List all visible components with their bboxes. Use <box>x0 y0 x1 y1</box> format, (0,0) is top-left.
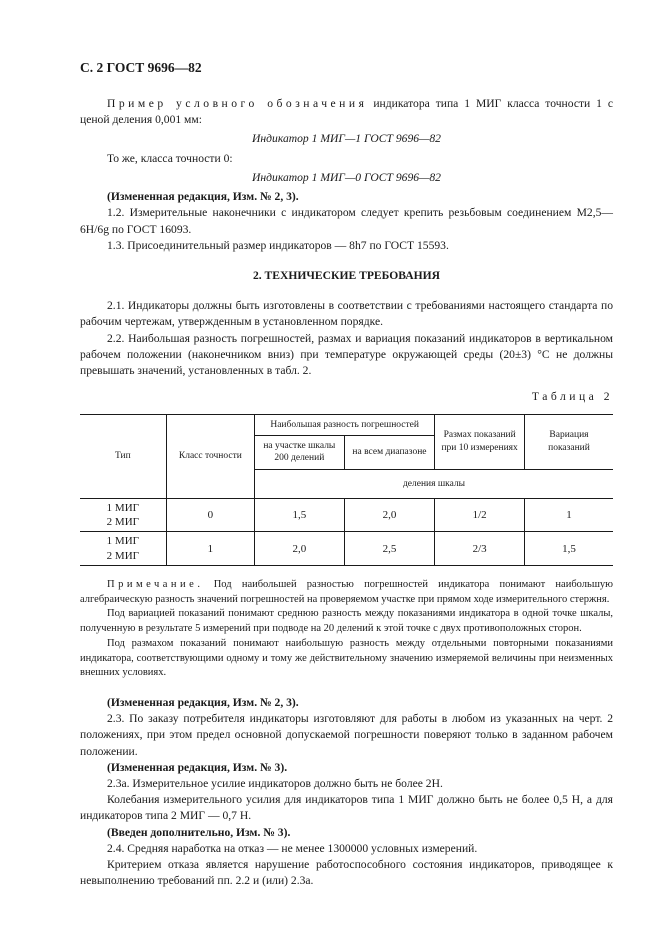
section-title: 2. ТЕХНИЧЕСКИЕ ТРЕБОВАНИЯ <box>252 268 441 282</box>
cell-all: 2,0 <box>344 498 435 532</box>
note-3: Под размахом показаний понимают наибольшую разность между отдельными повторными показаниями индикатора, соответствующими одному и тому же действительному значению измеряемой величины при неизменных внешних условиях. <box>80 637 613 679</box>
designation-class-0: Индикатор 1 МИГ—0 ГОСТ 9696—82 <box>252 170 441 184</box>
cell-class: 0 <box>166 498 254 532</box>
header-variation: Вариация показаний <box>524 414 613 469</box>
failure-criteria: Критерием отказа является нарушение работоспособного состояния индикаторов, приводящее к невыполнению требований пп. 2.2 и (или) 2.3а. <box>80 858 613 888</box>
requirements-table <box>80 414 613 567</box>
note-2: Под вариацией показаний понимают среднюю разность между показаниями индикатора в одной точке шкалы, полученную в результате 5 измерений при подводе на 20 делений к этой точке с двух противоположных сторон. <box>80 608 613 635</box>
cell-all: 2,5 <box>344 532 435 566</box>
amendment-note: (Измененная редакция, Изм. № 2, 3). <box>107 190 299 204</box>
cell-variation: 1 <box>524 498 613 532</box>
clause-2-3: 2.3. По заказу потребителя индикаторы изготовляют для работы в любом из указанных на черт. 2 положениях, при этом предел основной допускаемой погрешности поверяют только в заданном рабочем положении. <box>80 712 613 758</box>
table-note <box>80 578 613 681</box>
header-max-diff: Наибольшая разность погрешностей <box>255 414 435 435</box>
table-row <box>80 498 613 532</box>
cell-type: 1 МИГ 2 МИГ <box>80 498 166 532</box>
document-body <box>80 96 613 890</box>
example-text: индикатора типа 1 МИГ класса точности 1 с ценой деления 0,001 мм: <box>80 97 613 127</box>
cell-type: 1 МИГ 2 МИГ <box>80 532 166 566</box>
note-1: Примечание. Под наибольшей разностью погрешностей индикатора понимают наибольшую алгебраическую разность значений погрешностей на проверяемом участке при прямом ходе измерительного стержня. <box>80 579 613 605</box>
header-units: деления шкалы <box>255 469 613 498</box>
clause-2-2: 2.2. Наибольшая разность погрешностей, размах и вариация показаний индикаторов в вертикальном рабочем положении (наконечником вниз) при температуре окружающей среды (20±3) °С не должны превышать значений, установленных в табл. 2. <box>80 331 613 378</box>
cell-200: 1,5 <box>255 498 345 532</box>
clause-2-4: 2.4. Средняя наработка на отказ — не менее 1300000 условных измерений. <box>107 841 478 855</box>
page-header: С. 2 ГОСТ 9696—82 <box>80 60 202 75</box>
cell-200: 2,0 <box>255 532 345 566</box>
amendment-note: (Измененная редакция, Изм. № 3). <box>107 760 288 774</box>
same-class-0: То же, класса точности 0: <box>107 151 233 165</box>
clause-1-2: 1.2. Измерительные наконечники с индикатором следует крепить резьбовым соединением М2,5—6Н/6g по ГОСТ 16093. <box>80 206 613 236</box>
note-label: Примечание. <box>107 579 204 591</box>
cell-class: 1 <box>166 532 254 566</box>
clause-1-3: 1.3. Присоединительный размер индикаторов — 8h7 по ГОСТ 15593. <box>107 238 449 252</box>
example-label: Пример условного обозначения <box>107 97 368 110</box>
clause-2-3a: 2.3а. Измерительное усилие индикаторов должно быть не более 2Н. <box>107 776 443 790</box>
header-range: Размах показаний при 10 измерениях <box>435 414 525 469</box>
table-caption: Таблица 2 <box>531 390 613 404</box>
force-variation: Колебания измерительного усилия для индикаторов типа 1 МИГ должно быть не более 0,5 Н, а для индикаторов типа 2 МИГ — 0,7 Н. <box>80 793 613 823</box>
cell-variation: 1,5 <box>524 532 613 566</box>
cell-range: 2/3 <box>435 532 525 566</box>
table-row <box>80 532 613 566</box>
clause-2-1: 2.1. Индикаторы должны быть изготовлены в соответствии с требованиями настоящего стандарта по рабочим чертежам, утвержденным в установленном порядке. <box>80 299 613 329</box>
header-class: Класс точности <box>166 414 254 498</box>
amendment-note: (Введен дополнительно, Изм. № 3). <box>107 825 291 839</box>
header-full-range: на всем диапазоне <box>344 435 435 469</box>
cell-range: 1/2 <box>435 498 525 532</box>
amendment-note: (Измененная редакция, Изм. № 2, 3). <box>107 695 299 709</box>
designation-class-1: Индикатор 1 МИГ—1 ГОСТ 9696—82 <box>252 132 441 146</box>
header-type: Тип <box>80 414 166 498</box>
header-200-divisions: на участке шкалы 200 делений <box>255 435 345 469</box>
example-paragraph <box>80 96 613 128</box>
